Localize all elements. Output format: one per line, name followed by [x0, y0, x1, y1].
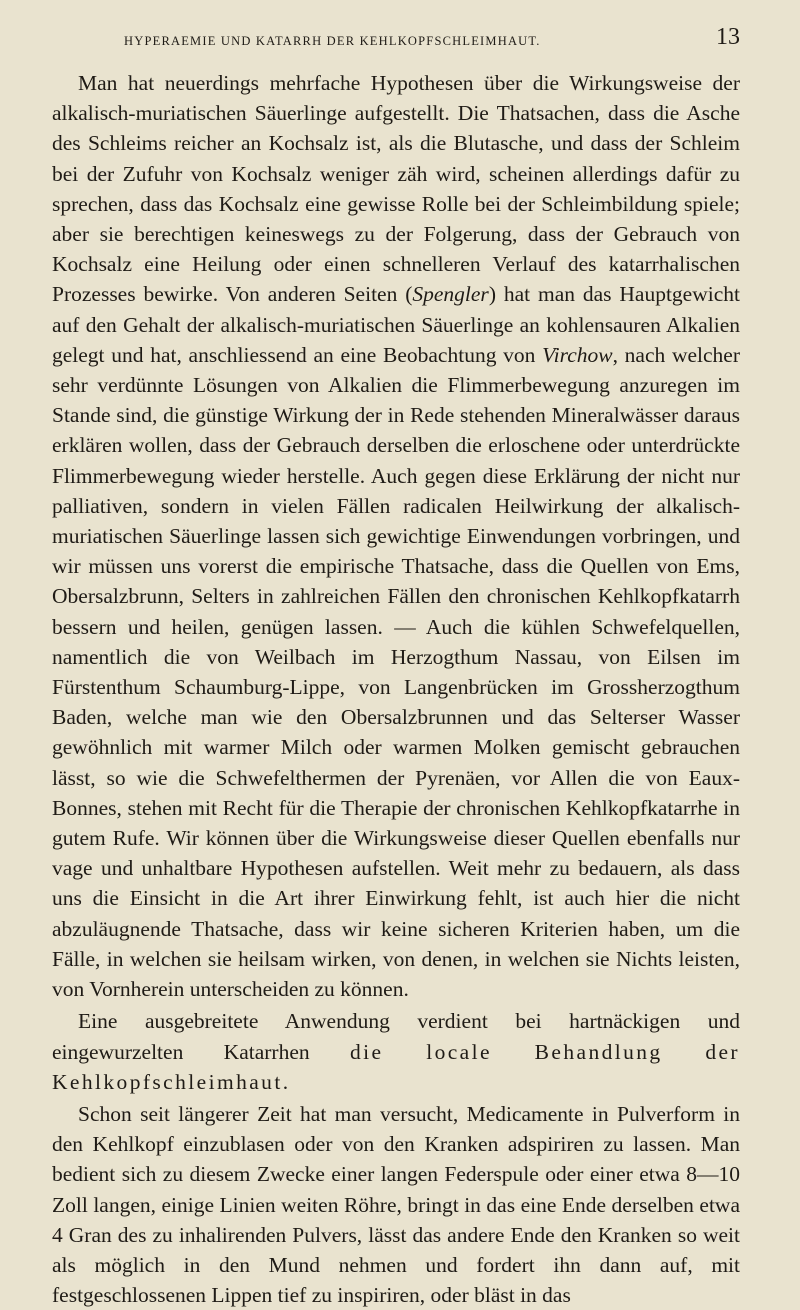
running-title: HYPERAEMIE UND KATARRH DER KEHLKOPFSCHLEIMHAUT.	[124, 34, 541, 48]
author-name-virchow: Virchow	[542, 342, 613, 367]
paragraph-1-text-b: ) hat man das Hauptgewicht auf den Gehalt der alkalisch-muriatischen Säuerlinge an kohlensauren Alkalien gelegt und hat, anschliessend an eine Beobachtung von	[52, 282, 740, 367]
paragraph-3: Schon seit längerer Zeit hat man versucht, Medicamente in Pulverform in den Kehlkopf einzublasen oder von den Kranken adspiriren zu lassen. Man bedient sich zu diesem Zwecke einer langen Federspule oder einer etwa 8—10 Zoll langen, einige Linien weiten Röhre, bringt in das eine Ende derselben etwa 4 Gran des zu inhalirenden Pulvers, lässt das andere Ende den Kranken so weit als möglich in den Mund nehmen und fordert ihn dann auf, mit festgeschlossenen Lippen tief zu inspiriren, oder bläst in das	[52, 1101, 740, 1308]
paragraph-1	[52, 68, 740, 1004]
paragraph-2	[52, 1006, 740, 1097]
body-text	[52, 68, 740, 1310]
paragraph-1-text-a: Man hat neuerdings mehrfache Hypothesen über die Wirkungsweise der alkalisch-muriatischen Säuerlinge aufgestellt. Die Thatsachen, dass die Asche des Schleims reicher an Kochsalz ist, als die Blutasche, und dass der Schleim bei der Zufuhr von Kochsalz weniger zäh wird, scheinen allerdings dafür zu sprechen, dass das Kochsalz eine gewisse Rolle bei der Schleimbildung spiele; aber sie berechtigen keineswegs zu der Folgerung, dass der Gebrauch von Kochsalz eine Heilung oder einen schnelleren Verlauf des katarrhalischen Prozesses bewirke. Von anderen Seiten (	[52, 71, 740, 307]
page-header	[52, 24, 740, 68]
paragraph-1-text-c: , nach welcher sehr verdünnte Lösungen von Alkalien die Flimmerbewegung anzuregen im Stande sind, die günstige Wirkung der in Rede stehenden Mineralwässer daraus erklären wollen, dass der Gebrauch derselben die erloschene oder unterdrückte Flimmerbewegung wieder herstelle. Auch gegen diese Erklärung der nicht nur palliativen, sondern in vielen Fällen radicalen Heilwirkung der alkalisch-muriatischen Säuerlinge lassen sich gewichtige Einwendungen vorbringen, und wir müssen uns vorerst die empirische Thatsache, dass die Quellen von Ems, Obersalzbrunn, Selters in zahlreichen Fällen den chronischen Kehlkopfkatarrh bessern und heilen, genügen lassen. — Auch die kühlen Schwefelquellen, namentlich die von Weilbach im Herzogthum Nassau, von Eilsen im Fürstenthum Schaumburg-Lippe, von Langenbrücken im Grossherzogthum Baden, welche man wie den Obersalzbrunnen und das Selterser Wasser gewöhnlich mit warmer Milch oder warmen Molken gemischt gebrauchen lässt, so wie die Schwefelthermen der Pyrenäen, vor Allen die von Eaux-Bonnes, stehen mit Recht für die Therapie der chronischen Kehlkopfkatarrhe in gutem Rufe. Wir können über die Wirkungsweise dieser Quellen ebenfalls nur vage und unhaltbare Hypothesen aufstellen. Weit mehr zu bedauern, als dass uns die Einsicht in die Art ihrer Einwirkung fehlt, ist auch hier die nicht abzuläugnende Thatsache, dass wir keine sicheren Kriterien haben, um die Fälle, in welchen sie heilsam wirken, von denen, in welchen sie Nichts leisten, von Vornherein unterscheiden zu können.	[52, 342, 741, 1002]
author-name-spengler: Spengler	[412, 282, 489, 307]
paragraph-2-text-a: Eine ausgebreitete Anwendung verdient bei hartnäckigen und eingewurzelten Katarrhen	[52, 1009, 740, 1064]
emphasized-phrase: die locale Behandlung der Kehlkopfschleimhaut	[52, 1039, 740, 1094]
paragraph-2-text-b: .	[282, 1069, 289, 1094]
page-number: 13	[716, 24, 740, 50]
